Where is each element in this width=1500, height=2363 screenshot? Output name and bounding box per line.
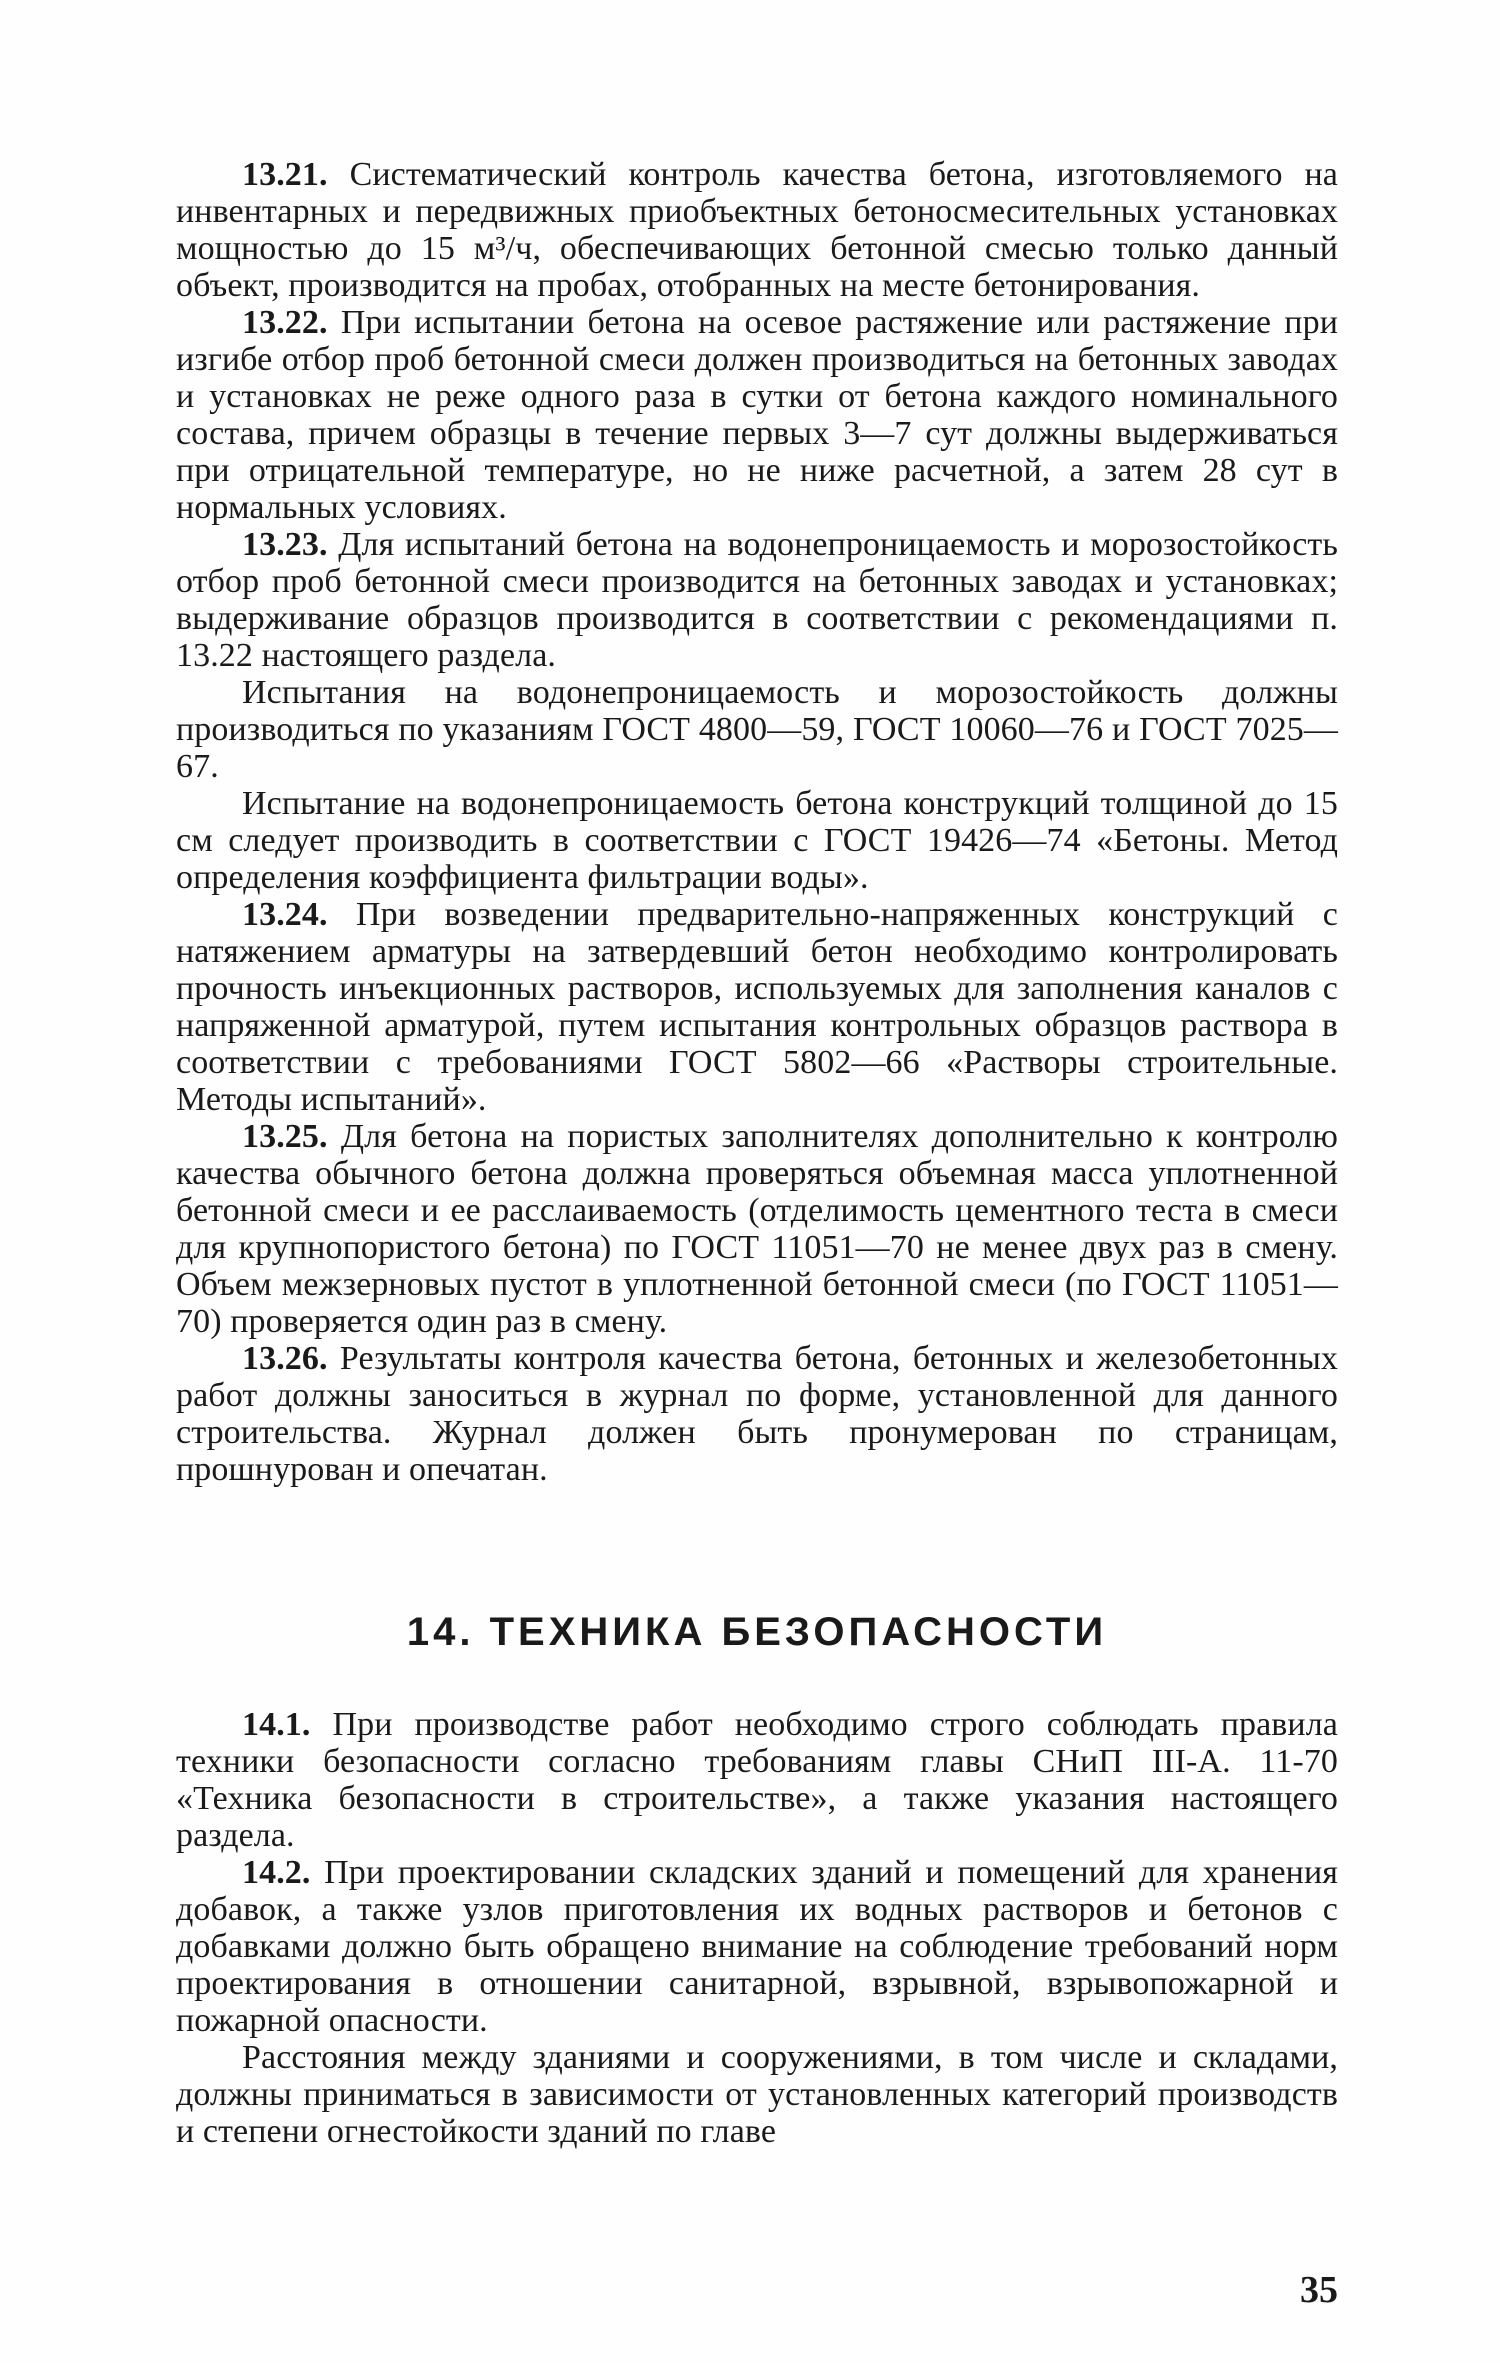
- paragraph-number: 13.23.: [242, 526, 328, 563]
- section-heading: 14. ТЕХНИКА БЕЗОПАСНОСТИ: [406, 1610, 1108, 1654]
- paragraph-text: Для бетона на пористых заполнителях дополнительно к контролю качества обычного бетона должна проверяться объемная масса уплотненной бетонной смеси и ее расслаиваемость (отделимость цементного теста в смеси для крупнопористого бетона) по ГОСТ 11051—70 не менее двух раз в смену. Объем межзерновых пустот в уплотненной бетонной смеси (по ГОСТ 11051—70) проверяется один раз в смену.: [176, 1118, 1338, 1340]
- paragraph-text: При производстве работ необходимо строго соблюдать правила техники безопасности согласно требованиям главы СНиП III-А. 11-70 «Техника безопасности в строительстве», а также указания настоящего раздела.: [176, 1706, 1338, 1854]
- paragraph-14-2-distances: [176, 2039, 1338, 2150]
- paragraph-text: При возведении предварительно-напряженных конструкций с натяжением арматуры на затвердевший бетон необходимо контролировать прочность инъекционных растворов, используемых для заполнения каналов с напряженной арматурой, путем испытания контрольных образцов раствора в соответствии с требованиями ГОСТ 5802—66 «Растворы строительные. Методы испытаний».: [176, 896, 1338, 1118]
- paragraph-number: 13.25.: [242, 1118, 328, 1155]
- paragraph-text: При проектировании складских зданий и помещений для хранения добавок, а также узлов приготовления их водных растворов и бетонов с добавками должно быть обращено внимание на соблюдение требований норм проектирования в отношении санитарной, взрывной, взрывопожарной и пожарной опасности.: [176, 1854, 1338, 2039]
- paragraph-number: 13.26.: [242, 1340, 328, 1377]
- paragraph-text: Испытания на водонепроницаемость и морозостойкость должны производиться по указаниям ГОСТ 4800—59, ГОСТ 10060—76 и ГОСТ 7025—67.: [176, 674, 1338, 785]
- paragraph-number: 14.2.: [242, 1854, 311, 1891]
- paragraph-13-24: [176, 896, 1338, 1118]
- paragraph-13-23-tests: [176, 674, 1338, 785]
- section-14-text: [176, 1706, 1338, 2150]
- paragraph-text: Результаты контроля качества бетона, бетонных и железобетонных работ должны заноситься в журнал по форме, установленной для данного строительства. Журнал должен быть пронумерован по страницам, прошнурован и опечатан.: [176, 1340, 1338, 1488]
- paragraph-number: 13.21.: [242, 156, 328, 193]
- paragraph-text: Систематический контроль качества бетона, изготовляемого на инвентарных и передвижных приобъектных бетоносмесительных установках мощностью до 15 м³/ч, обеспечивающих бетонной смесью только данный объект, производится на пробах, отобранных на месте бетонирования.: [176, 156, 1338, 304]
- paragraph-number: 13.24.: [242, 896, 328, 933]
- paragraph-13-23: [176, 526, 1338, 674]
- section-13-text: [176, 156, 1338, 1488]
- paragraph-14-1: [176, 1706, 1338, 1854]
- paragraph-13-21: [176, 156, 1338, 304]
- page-number: 35: [1300, 2269, 1338, 2311]
- paragraph-number: 13.22.: [242, 304, 328, 341]
- paragraph-text: Испытание на водонепроницаемость бетона конструкций толщиной до 15 см следует производить в соответствии с ГОСТ 19426—74 «Бетоны. Метод определения коэффициента фильтрации воды».: [176, 785, 1338, 896]
- paragraph-number: 14.1.: [242, 1706, 311, 1743]
- paragraph-text: При испытании бетона на осевое растяжение или растяжение при изгибе отбор проб бетонной смеси должен производиться на бетонных заводах и установках не реже одного раза в сутки от бетона каждого номинального состава, причем образцы в течение первых 3—7 сут должны выдерживаться при отрицательной температуре, но не ниже расчетной, а затем 28 сут в нормальных условиях.: [176, 304, 1338, 526]
- paragraph-14-2: [176, 1854, 1338, 2039]
- paragraph-13-23-thin: [176, 785, 1338, 896]
- paragraph-text: Для испытаний бетона на водонепроницаемость и морозостойкость отбор проб бетонной смеси производится на бетонных заводах и установках; выдерживание образцов производится в соответствии с рекомендациями п. 13.22 настоящего раздела.: [176, 526, 1338, 674]
- paragraph-text: Расстояния между зданиями и сооружениями, в том числе и складами, должны приниматься в зависимости от установленных категорий производств и степени огнестойкости зданий по главе: [176, 2039, 1338, 2150]
- paragraph-13-25: [176, 1118, 1338, 1340]
- paragraph-13-22: [176, 304, 1338, 526]
- paragraph-13-26: [176, 1340, 1338, 1488]
